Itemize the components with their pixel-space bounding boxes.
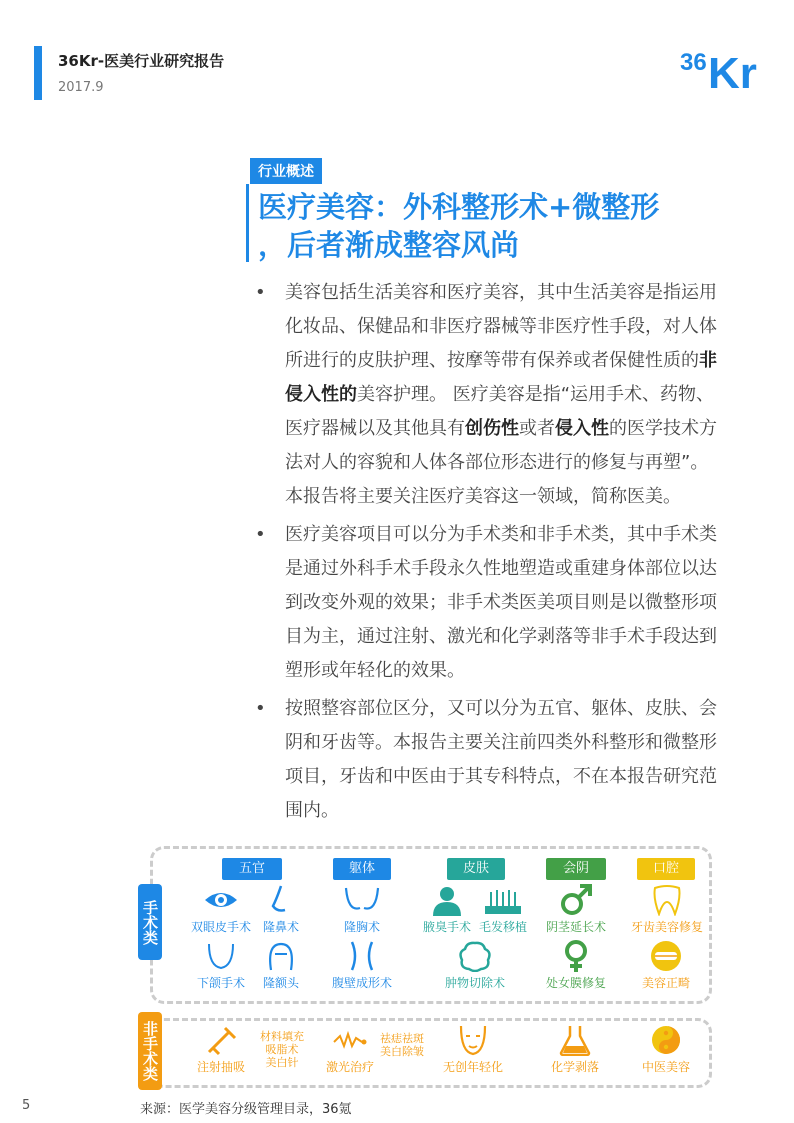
item-label: 腋臭手术 bbox=[422, 920, 471, 934]
item-hymen-repair bbox=[541, 940, 611, 991]
emphasis-text: 侵入性 bbox=[555, 418, 609, 439]
flask-icon bbox=[557, 1024, 593, 1056]
note-text: 美白针 bbox=[265, 1056, 299, 1069]
face-icon bbox=[455, 1024, 491, 1056]
title-line-2: ，后者渐成整容风尚 bbox=[258, 228, 520, 262]
brand-logo bbox=[680, 44, 766, 98]
paragraph-text: 按照整容部位区分，又可以分为五官、躯体、皮肤、会阴和牙齿等。本报告主要关注前四类外科整形和微整形项目，牙齿和中医由于其专科特点，不在本报告研究范围内。 bbox=[285, 698, 717, 821]
category-body: 躯体 bbox=[333, 858, 391, 880]
item-hair-transplant bbox=[468, 884, 538, 935]
item-label: 化学剥落 bbox=[550, 1060, 599, 1074]
item-label: 处女膜修复 bbox=[545, 976, 606, 990]
jaw-icon bbox=[203, 940, 239, 972]
svg-text:Kr: Kr bbox=[708, 49, 757, 94]
item-tcm-beauty bbox=[631, 1024, 701, 1075]
item-label: 激光治疗 bbox=[325, 1060, 374, 1074]
item-label: 注射抽吸 bbox=[196, 1060, 245, 1074]
page-title bbox=[258, 188, 718, 264]
body-text bbox=[255, 276, 725, 832]
category-skin: 皮肤 bbox=[447, 858, 505, 880]
yin-yang-icon bbox=[648, 1024, 684, 1056]
paragraph bbox=[255, 518, 725, 688]
report-date: 2017.9 bbox=[58, 80, 104, 95]
item-dental-restoration bbox=[627, 884, 707, 935]
note-text: 祛痣祛斑 bbox=[380, 1032, 424, 1045]
male-symbol-icon bbox=[558, 884, 594, 916]
item-rhinoplasty bbox=[246, 884, 316, 935]
item-label: 隆额头 bbox=[262, 976, 299, 990]
nonsurgical-label-text: 非手术类 bbox=[141, 1021, 159, 1081]
item-label: 隆胸术 bbox=[343, 920, 380, 934]
category-oral: 口腔 bbox=[637, 858, 695, 880]
item-label: 无创年轻化 bbox=[442, 1060, 503, 1074]
item-breast-augmentation bbox=[327, 884, 397, 935]
category-facial: 五官 bbox=[222, 858, 282, 880]
item-abdominoplasty bbox=[327, 940, 397, 991]
hair-follicle-icon bbox=[483, 884, 523, 916]
source-note: 来源：医学美容分级管理目录，36氪 bbox=[140, 1102, 352, 1117]
section-tag: 行业概述 bbox=[250, 158, 322, 184]
title-line-1: 医疗美容：外科整形术+微整形 bbox=[258, 190, 660, 224]
category-genital: 会阴 bbox=[546, 858, 606, 880]
paragraph-text: 美容包括生活美容和医疗美容，其中生活美容是指运用化妆品、保健品和非医疗器械等非医疗性手段，对人体所进行的皮肤护理、按摩等带有保养或者保健性质的 bbox=[285, 282, 717, 371]
item-label: 双眼皮手术 bbox=[190, 920, 251, 934]
note-text: 材料填充 bbox=[260, 1030, 304, 1043]
laser-notes bbox=[372, 1032, 432, 1058]
braces-icon bbox=[648, 940, 684, 972]
surgical-label-text: 手术类 bbox=[141, 899, 159, 945]
paragraph-text: 或者 bbox=[519, 418, 555, 439]
face-profile-icon bbox=[263, 940, 299, 972]
svg-text:36: 36 bbox=[680, 49, 707, 76]
nonsurgical-label bbox=[138, 1012, 162, 1090]
item-tumor-removal bbox=[440, 940, 510, 991]
injection-notes bbox=[252, 1030, 312, 1069]
note-text: 吸脂术 bbox=[265, 1043, 299, 1056]
item-orthodontics bbox=[631, 940, 701, 991]
item-chemical-peel bbox=[540, 1024, 610, 1075]
emphasis-text: 创伤性 bbox=[465, 418, 519, 439]
bullet: • bbox=[255, 524, 266, 545]
bullet: • bbox=[255, 282, 266, 303]
title-accent-bar bbox=[246, 184, 249, 262]
paragraph bbox=[255, 276, 725, 514]
emphasis-text: 非侵入性的 bbox=[285, 350, 717, 405]
paragraph-text: 的医学技术方法对人的容貌和人体各部位形态进行的修复与再塑”。本报告将主要关注医疗美容这一领域，简称医美。 bbox=[285, 418, 717, 507]
report-title: 36Kr-医美行业研究报告 bbox=[58, 52, 225, 70]
item-label: 毛发移植 bbox=[478, 920, 527, 934]
syringe-icon bbox=[203, 1024, 239, 1056]
surgical-label bbox=[138, 884, 162, 960]
paragraph-text: 医疗美容项目可以分为手术类和非手术类，其中手术类是通过外科手术手段永久性地塑造或重建身体部位以达到改变外观的效果；非手术类医美项目则是以微整形项目为主，通过注射、激光和化学剥落等非手术手段达到塑形或年轻化的效果。 bbox=[285, 524, 717, 681]
female-symbol-icon bbox=[558, 940, 594, 972]
eye-icon bbox=[203, 884, 239, 916]
page-number: 5 bbox=[22, 1098, 31, 1113]
item-label: 美容正畸 bbox=[641, 976, 690, 990]
item-label: 下颌手术 bbox=[196, 976, 245, 990]
item-penis-extension bbox=[541, 884, 611, 935]
item-label: 阴茎延长术 bbox=[545, 920, 606, 934]
nose-icon bbox=[263, 884, 299, 916]
person-icon bbox=[429, 884, 465, 916]
paragraph-text: 美容护理。 医疗美容是指“运用手术、药物、医疗器械以及其他具有 bbox=[285, 384, 715, 439]
header-accent-bar bbox=[34, 46, 42, 100]
chest-icon bbox=[342, 884, 382, 916]
item-label: 腹壁成形术 bbox=[331, 976, 392, 990]
bullet: • bbox=[255, 698, 266, 719]
item-label: 肿物切除术 bbox=[444, 976, 505, 990]
paragraph bbox=[255, 692, 725, 828]
item-noninvasive-rejuvenation bbox=[438, 1024, 508, 1075]
waist-icon bbox=[342, 940, 382, 972]
item-forehead bbox=[246, 940, 316, 991]
tooth-icon bbox=[649, 884, 685, 916]
item-injection bbox=[186, 1024, 256, 1075]
item-label: 隆鼻术 bbox=[262, 920, 299, 934]
note-text: 美白除皱 bbox=[380, 1045, 424, 1058]
item-label: 中医美容 bbox=[641, 1060, 690, 1074]
laser-icon bbox=[332, 1024, 368, 1056]
item-label: 牙齿美容修复 bbox=[630, 920, 703, 934]
tumor-icon bbox=[457, 940, 493, 972]
